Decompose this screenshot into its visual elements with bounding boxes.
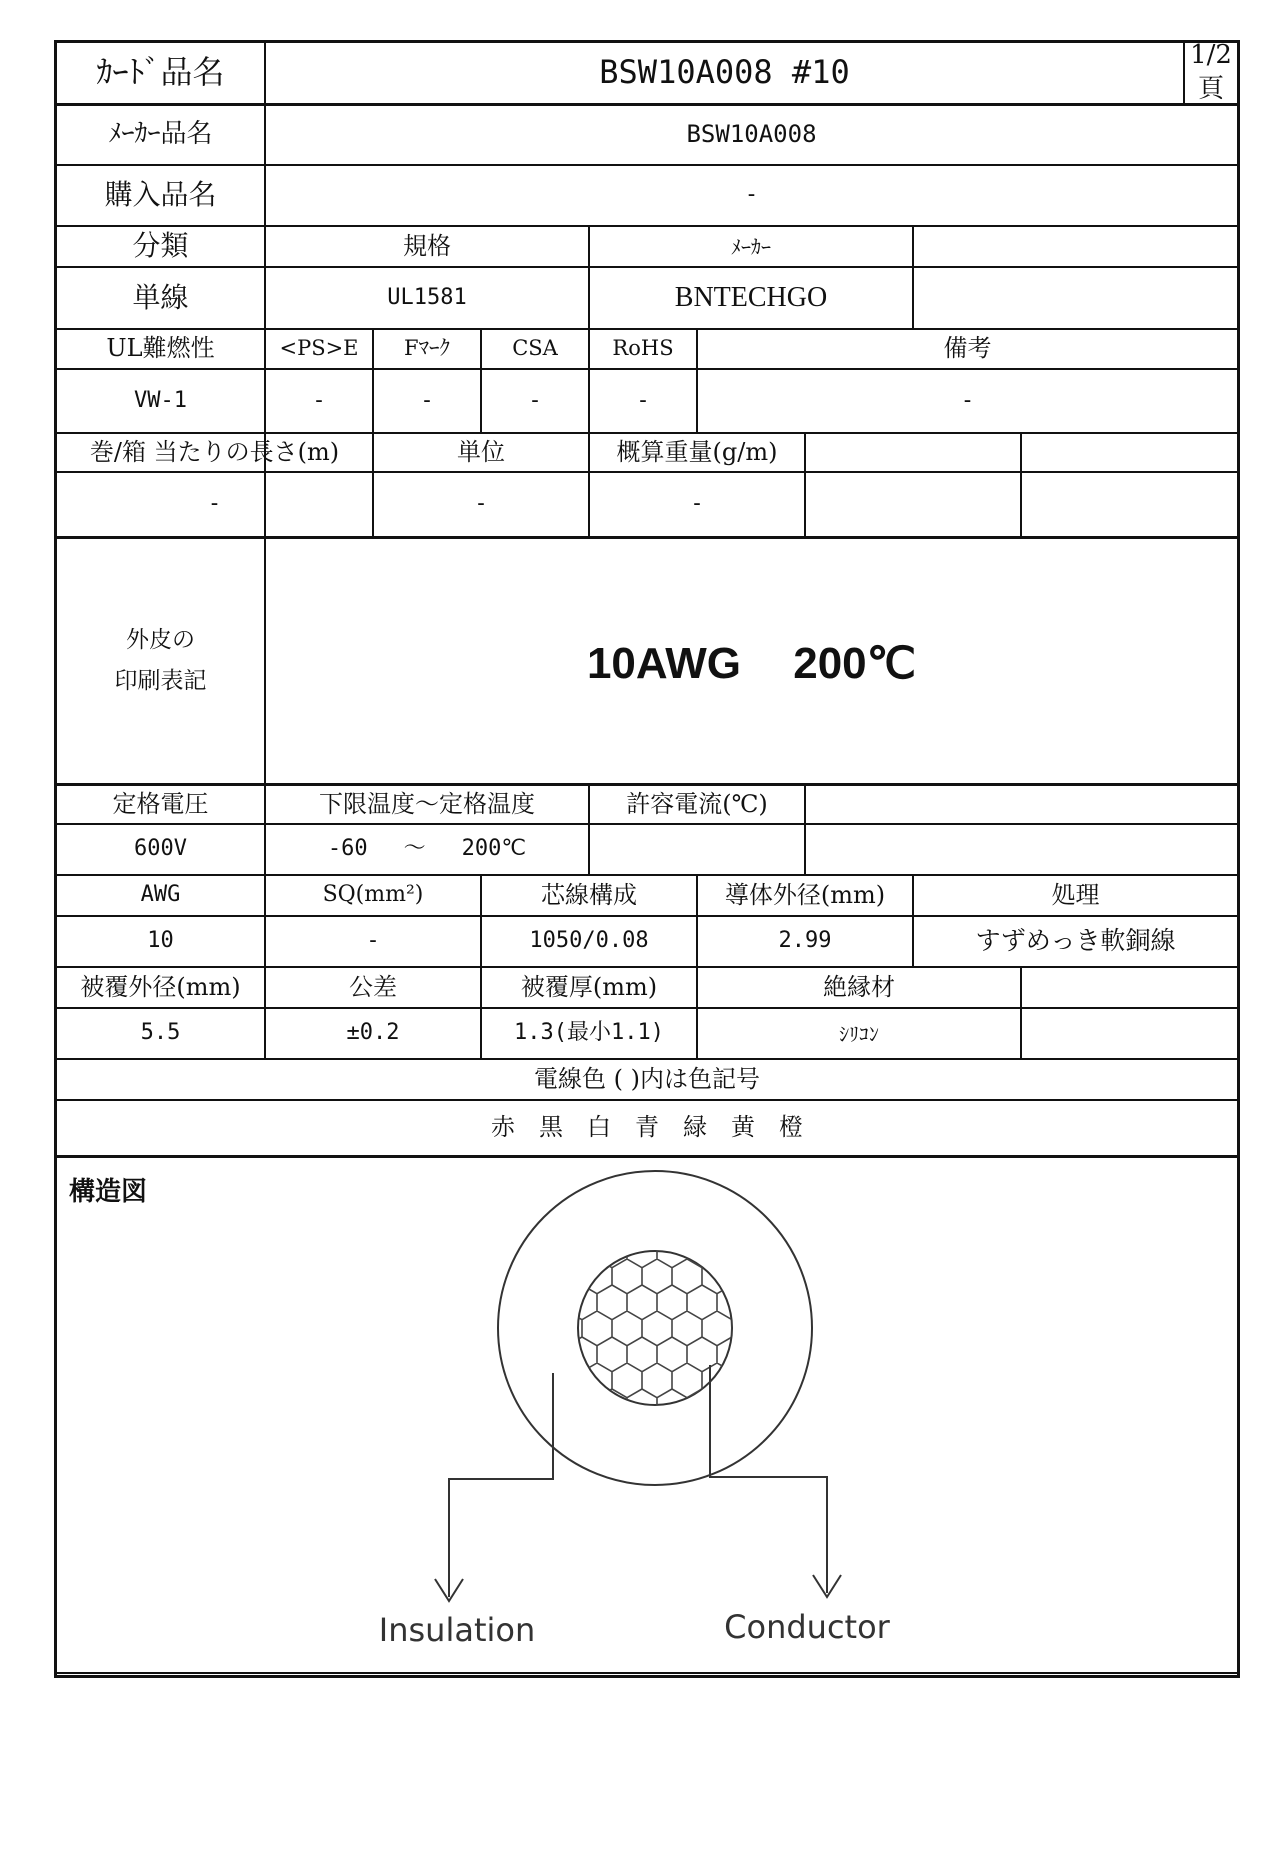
- structure-title: 構造図: [69, 1177, 148, 1207]
- col-divider: [804, 783, 806, 874]
- cert-header-flame: UL難燃性: [106, 334, 215, 363]
- cert-header-remarks: 備考: [943, 334, 992, 363]
- maker-value: BNTECHGO: [674, 281, 828, 313]
- wire-color-yellow: 黄: [731, 1113, 755, 1142]
- spec-sheet: [54, 40, 1240, 1678]
- cond-header-treatment: 処理: [1051, 880, 1100, 909]
- category-value: 単線: [132, 280, 189, 314]
- wire-color-green: 緑: [683, 1113, 707, 1142]
- card-name-label: ｶｰﾄﾞ品名: [96, 53, 225, 92]
- col-divider: [912, 225, 914, 328]
- cond-header-diameter: 導体外径(mm): [724, 880, 886, 909]
- jacket-print-label: [57, 539, 264, 783]
- jacket-print-label-line2: 印刷表記: [114, 668, 207, 694]
- cond-value-sq: -: [366, 928, 380, 954]
- rating-temp-low: -60: [327, 836, 368, 862]
- pkg-value-unit: -: [474, 491, 488, 517]
- pkg-value-weight: -: [690, 491, 704, 517]
- cond-header-strand: 芯線構成: [541, 880, 637, 909]
- ins-header-thickness: 被覆厚(mm): [520, 972, 658, 1001]
- ins-value-od: 5.5: [140, 1020, 181, 1046]
- cert-value-remarks: -: [960, 387, 975, 413]
- rating-header-current: 許容電流(℃): [626, 789, 768, 818]
- ins-value-thickness: 1.3(最小1.1): [514, 1020, 664, 1046]
- jacket-print-label-line1: 外皮の: [126, 626, 195, 653]
- insulation-leader-line: [449, 1373, 553, 1597]
- wire-color-label: 電線色 ( )内は色記号: [534, 1064, 760, 1093]
- rating-temp-range: [266, 825, 588, 874]
- maker-part-value: BSW10A008: [686, 119, 817, 148]
- col-divider: [1020, 966, 1022, 1059]
- wire-color-red: 赤: [491, 1113, 515, 1142]
- purchase-part-label: 購入品名: [104, 178, 217, 212]
- purchase-part-value: -: [744, 182, 759, 208]
- cert-value-pse: -: [312, 387, 326, 413]
- insulation-label: Insulation: [378, 1611, 536, 1649]
- cond-header-awg: AWG: [140, 882, 181, 908]
- col-divider: [804, 432, 806, 536]
- conductor-leader-line: [710, 1365, 827, 1593]
- ins-header-material: 絶縁材: [823, 972, 895, 1001]
- col-divider: [1020, 432, 1022, 536]
- rating-temp-sep: ～: [403, 836, 426, 862]
- jacket-print-value: 10AWG 200℃: [586, 639, 917, 689]
- cert-value-csa: -: [528, 387, 542, 413]
- ins-header-od: 被覆外径(mm): [80, 972, 241, 1001]
- cert-header-csa: CSA: [512, 336, 558, 361]
- wire-color-orange: 橙: [779, 1113, 803, 1142]
- rating-header-voltage: 定格電圧: [112, 789, 209, 818]
- cond-value-treatment: すずめっき軟銅線: [975, 926, 1176, 956]
- cert-value-fmark: -: [420, 387, 434, 413]
- wire-color-white: 白: [587, 1113, 611, 1142]
- rating-temp-high: 200℃: [461, 836, 527, 862]
- card-name-value: BSW10A008 #10: [599, 53, 850, 92]
- standard-label: 規格: [403, 231, 451, 260]
- wire-color-list: [57, 1101, 1237, 1155]
- maker-part-label: ﾒｰｶｰ品名: [108, 118, 213, 149]
- maker-label: ﾒｰｶｰ: [731, 234, 771, 259]
- ins-value-tolerance: ±0.2: [346, 1020, 400, 1046]
- pkg-value-length: -: [207, 491, 222, 517]
- conductor-strands: [573, 1245, 743, 1415]
- wire-color-black: 黒: [539, 1113, 563, 1142]
- page-indicator: 1/2頁: [1190, 40, 1232, 104]
- cond-value-strand: 1050/0.08: [529, 928, 649, 954]
- row-divider: [57, 1672, 1237, 1674]
- ins-value-material: ｼﾘｺﾝ: [839, 1021, 879, 1046]
- pkg-header-length: 巻/箱 当たりの長さ(m): [89, 437, 340, 466]
- cert-header-fmark: Fﾏｰｸ: [403, 336, 451, 361]
- cond-value-diameter: 2.99: [778, 928, 832, 954]
- rating-current: [590, 825, 804, 874]
- cert-value-flame: VW-1: [134, 387, 187, 413]
- cert-value-rohs: -: [636, 387, 650, 413]
- cert-header-rohs: RoHS: [612, 336, 674, 361]
- wire-color-blue: 青: [635, 1113, 659, 1142]
- wire-cross-section-diagram: [57, 1155, 1237, 1672]
- pkg-header-weight: 概算重量(g/m): [616, 437, 778, 466]
- pkg-header-unit: 単位: [457, 437, 505, 466]
- ins-header-tolerance: 公差: [349, 972, 397, 1001]
- category-label: 分類: [132, 229, 189, 263]
- rating-header-temp: 下限温度～定格温度: [319, 789, 535, 818]
- standard-value: UL1581: [387, 284, 467, 310]
- cond-header-sq: SQ(mm²): [322, 882, 424, 908]
- cert-header-pse: <PS>E: [279, 336, 359, 361]
- rating-voltage: 600V: [134, 836, 187, 862]
- cond-value-awg: 10: [147, 928, 174, 954]
- conductor-label: Conductor: [724, 1608, 890, 1646]
